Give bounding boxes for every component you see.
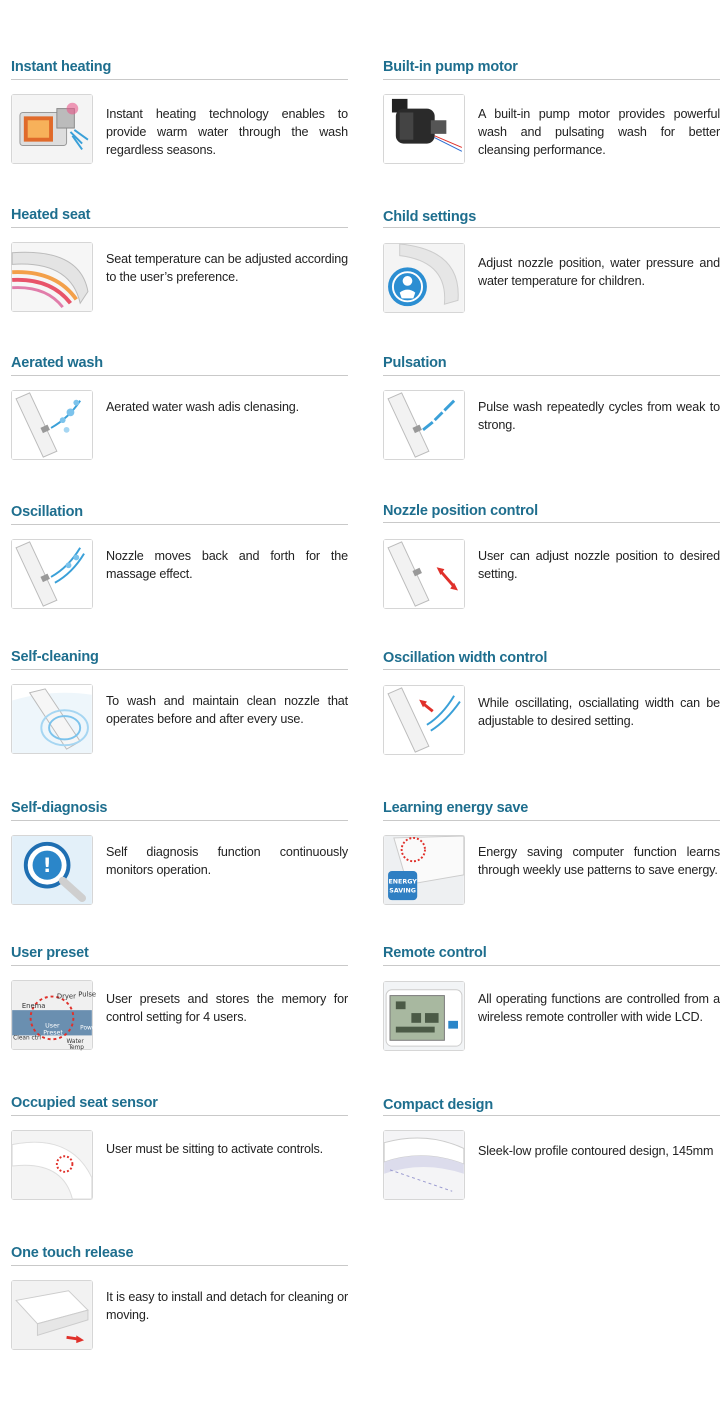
divider — [11, 1265, 348, 1266]
divider — [11, 820, 348, 821]
feature-title: Heated seat — [11, 207, 91, 223]
feature-title: Child settings — [383, 209, 477, 225]
divider — [383, 820, 720, 821]
divider — [383, 227, 720, 228]
svg-text:!: ! — [42, 853, 52, 877]
feature-description: User must be sitting to activate controls. — [106, 1142, 323, 1156]
feature-description: Sleek-low profile contoured design, 145mm — [478, 1144, 714, 1158]
divider — [11, 965, 348, 966]
oscillation-nozzle-icon — [11, 539, 93, 609]
feature-description: Nozzle moves back and forth for the massage effect. — [106, 549, 348, 581]
feature-description: All operating functions are controlled from a wireless remote controller with wide LCD. — [478, 992, 720, 1024]
feature-description: A built-in pump motor provides powerful wash and pulsating wash for better cleansing performance. — [478, 107, 720, 157]
feature-title: One touch release — [11, 1245, 134, 1261]
feature-title: Compact design — [383, 1097, 493, 1113]
panel-label: Enema — [21, 1002, 46, 1011]
nozzle-position-icon — [383, 539, 465, 609]
feature-title: Remote control — [383, 945, 487, 961]
divider — [383, 965, 720, 966]
child-icon — [383, 243, 465, 313]
feature-description: Energy saving computer function learns through weekly use patterns to save energy. — [478, 845, 720, 877]
feature-title: User preset — [11, 945, 89, 961]
panel-label: Dryer — [56, 992, 76, 1001]
energy-saving-icon — [383, 835, 465, 905]
divider — [383, 522, 720, 523]
feature-description: Seat temperature can be adjusted according to the user’s preference. — [106, 252, 348, 284]
panel-label: Temp — [68, 1045, 85, 1051]
divider — [11, 375, 348, 376]
remote-control-icon — [383, 981, 465, 1051]
feature-description: While oscillating, osciallating width can be adjustable to desired setting. — [478, 696, 720, 728]
feature-description: Pulse wash repeatedly cycles from weak to strong. — [478, 400, 720, 432]
panel-label: Water — [66, 1039, 84, 1046]
pump-motor-icon — [383, 94, 465, 164]
diagnosis-magnifier-icon — [11, 835, 93, 905]
divider — [383, 669, 720, 670]
self-cleaning-icon — [11, 684, 93, 754]
feature-description: User presets and stores the memory for control setting for 4 users. — [106, 992, 348, 1024]
divider — [11, 227, 348, 228]
feature-description: To wash and maintain clean nozzle that operates before and after every use. — [106, 694, 348, 726]
feature-description: It is easy to install and detach for cleaning or moving. — [106, 1290, 348, 1322]
compact-seat-icon — [383, 1130, 465, 1200]
feature-description: Instant heating technology enables to provide warm water through the wash regardless seasons. — [106, 107, 348, 157]
user-preset-icon — [11, 980, 98, 1051]
divider — [383, 79, 720, 80]
feature-title: Instant heating — [11, 59, 112, 75]
feature-title: Learning energy save — [383, 800, 529, 816]
heater-cutaway-icon — [11, 94, 93, 164]
panel-label: Clean ctrl — [13, 1035, 41, 1042]
seat-sensor-icon — [11, 1130, 93, 1200]
energy-badge-line1: ENERGY — [388, 878, 417, 886]
divider — [11, 669, 348, 670]
feature-description: User can adjust nozzle position to desired setting. — [478, 549, 720, 581]
feature-description: Aerated water wash adis clenasing. — [106, 400, 300, 414]
feature-description: Self diagnosis function continuously monitors operation. — [106, 845, 348, 877]
panel-label: User — [45, 1022, 60, 1030]
heated-seat-icon — [11, 242, 93, 312]
feature-title: Aerated wash — [11, 355, 103, 371]
panel-label: Preset — [43, 1029, 63, 1037]
feature-title: Built-in pump motor — [383, 59, 518, 75]
divider — [383, 375, 720, 376]
energy-badge-line2: SAVING — [389, 887, 416, 895]
feature-title: Self-diagnosis — [11, 800, 108, 816]
feature-title: Self-cleaning — [11, 649, 99, 665]
feature-description: Adjust nozzle position, water pressure and water temperature for children. — [478, 256, 720, 288]
aerated-nozzle-icon — [11, 390, 93, 460]
divider — [11, 1115, 348, 1116]
feature-title: Pulsation — [383, 355, 447, 371]
divider — [11, 524, 348, 525]
feature-title: Occupied seat sensor — [11, 1095, 158, 1111]
panel-label: Pulse — [78, 990, 97, 999]
divider — [383, 1115, 720, 1116]
feature-title: Oscillation — [11, 504, 83, 520]
feature-title: Nozzle position control — [383, 503, 538, 519]
pulse-nozzle-icon — [383, 390, 465, 460]
divider — [11, 79, 348, 80]
oscillation-width-icon — [383, 685, 465, 755]
feature-title: Oscillation width control — [383, 650, 548, 666]
one-touch-release-icon — [11, 1280, 93, 1350]
panel-label: Power — [80, 1025, 98, 1032]
